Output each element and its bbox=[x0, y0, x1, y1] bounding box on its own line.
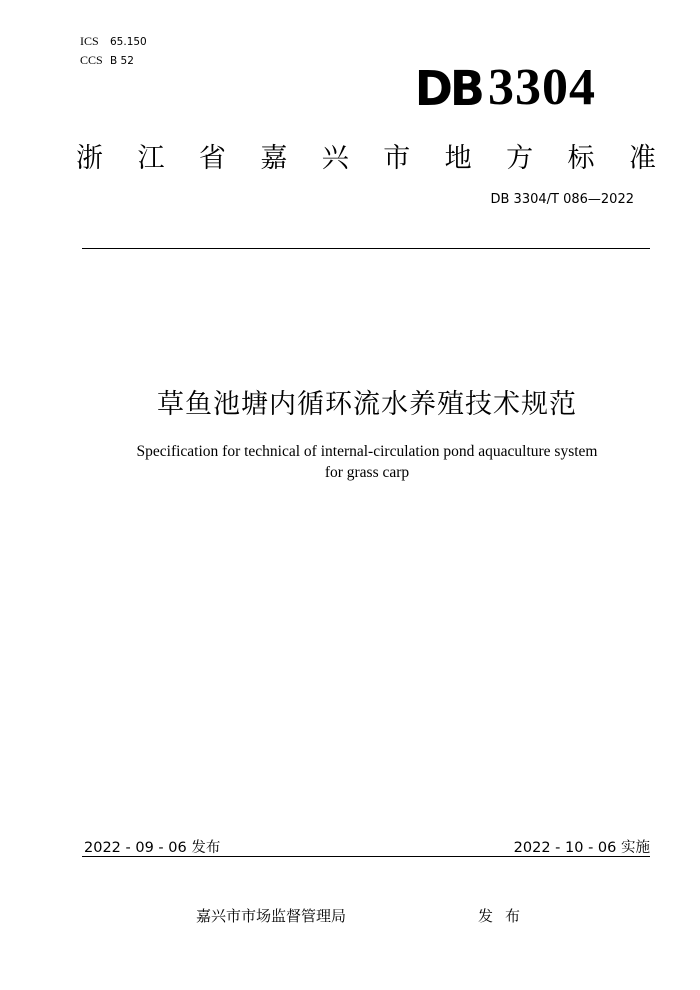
publish-date: 2022 - 09 - 06 发布 bbox=[84, 840, 221, 856]
implement-date: 2022 - 10 - 06 实施 bbox=[513, 840, 650, 856]
standard-title-char: 市 bbox=[383, 143, 411, 174]
document-title-en bbox=[100, 441, 634, 483]
standard-title-char: 省 bbox=[198, 143, 226, 174]
standard-title-char: 江 bbox=[137, 143, 165, 174]
ccs-label: CCS bbox=[80, 53, 103, 67]
ics-label: ICS bbox=[80, 34, 99, 48]
standard-code: DB 3304/T 086—2022 bbox=[490, 192, 634, 207]
standard-type-title bbox=[76, 136, 656, 175]
ccs-value: B 52 bbox=[110, 55, 134, 67]
ics-value: 65.150 bbox=[110, 36, 147, 48]
issue-label: 发布 bbox=[478, 907, 533, 925]
standard-title-char: 地 bbox=[444, 143, 472, 174]
title-en-line: Specification for technical of internal-circulation pond aquaculture system bbox=[136, 443, 598, 460]
db-logo-prefix: DB bbox=[414, 59, 482, 117]
document-title-cn: 草鱼池塘内循环流水养殖技术规范 bbox=[157, 389, 577, 420]
ccs-line bbox=[80, 51, 147, 70]
header-divider bbox=[82, 248, 650, 249]
db-logo-number: 3304 bbox=[488, 59, 596, 116]
standard-title-char: 方 bbox=[506, 143, 534, 174]
standard-title-char: 标 bbox=[567, 143, 595, 174]
db-logo bbox=[415, 58, 596, 117]
standard-title-char: 兴 bbox=[321, 143, 349, 174]
standard-title-char: 准 bbox=[628, 143, 656, 174]
classification-codes bbox=[80, 32, 147, 70]
title-en-line: for grass carp bbox=[324, 464, 410, 481]
ics-line bbox=[80, 32, 147, 51]
standard-title-char: 浙 bbox=[76, 143, 103, 174]
footer-divider bbox=[82, 856, 650, 857]
issuing-authority: 嘉兴市市场监督管理局 bbox=[196, 907, 347, 925]
standard-title-char: 嘉 bbox=[260, 143, 288, 174]
